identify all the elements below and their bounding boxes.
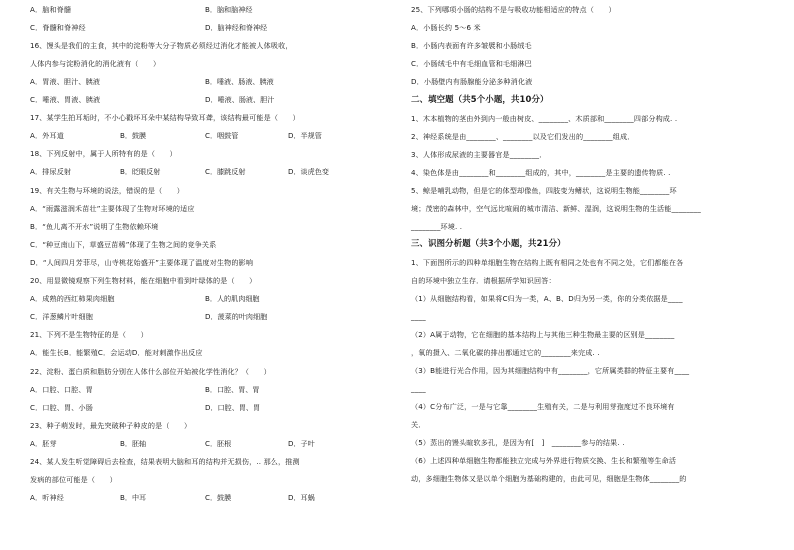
left-line: 20、用显微镜观察下列生物材料，能在细胞中看到叶绿体的是（ ） xyxy=(30,276,257,285)
figure-line: （3）B能进行光合作用，因为其细胞结构中有________，它所属类群的特征主要有____ xyxy=(411,365,690,375)
option-item: B．中耳 xyxy=(120,493,147,503)
option-item: C．膝跳反射 xyxy=(205,167,246,177)
q25-line: D．小肠壁内有肠腺能分泌多种消化液 xyxy=(411,76,533,86)
figure-line: （5）蒸出的馒头暄软多孔，是因为有[ ] ________参与的结果. . xyxy=(411,437,625,447)
fill-line: 3、人体形成尿液的主要器官是________． xyxy=(411,149,547,159)
figure-line: 关． xyxy=(411,419,426,429)
q25-line: 25、下列哪项小肠的结构不是与吸收功能相适应的特点（ ） xyxy=(411,4,616,14)
option-item: D．半规管 xyxy=(288,131,322,141)
left-line: A．听神经 xyxy=(30,493,64,503)
left-line: 17、某学生拍耳垢时，不小心戳坏耳朵中某结构导致耳聋，该结构最可能是（ ） xyxy=(30,113,300,123)
option-b-d: D．菠菜的叶肉细胞 xyxy=(205,312,268,322)
figure-line: 自的环境中独立生存．请根据所学知识回答： xyxy=(411,275,556,285)
fill-line: 2、神经系统是由________、________以及它们发出的________组成． xyxy=(411,131,635,141)
left-line: B．“鱼儿离不开水”说明了生物依赖环境 xyxy=(30,221,159,231)
option-b-d: B．脑和脑神经 xyxy=(205,4,253,14)
figure-line: （1）从细胞结构看，如果将C归为一类，A、B、D归为另一类，你的分类依据是____ xyxy=(411,293,683,303)
option-b-d: B．口腔、胃、胃 xyxy=(205,384,260,394)
option-item: D．耳蜗 xyxy=(288,493,315,503)
left-line: C．“种豆南山下，草盛豆苗稀”体现了生物之间的竞争关系 xyxy=(30,239,217,249)
q25-line: B．小肠内表面有许多皱襞和小肠绒毛 xyxy=(411,40,532,50)
fill-line: 1、木本植物的茎由外到内一般由树皮、________、木质部和________四部分构成. . xyxy=(411,113,678,123)
fill-line: 境；茂密的森林中，空气远比喧闹的城市清洁、新鲜、湿润，这说明生物的生活能________ xyxy=(411,203,701,213)
left-line: A．口腔、口腔、胃 xyxy=(30,384,93,394)
option-b-d: D．脑神经和脊神经 xyxy=(205,22,268,32)
left-line: 16、馒头是我们的主食，其中的淀粉等大分子物质必须经过消化才能被人体吸收， xyxy=(30,40,293,50)
option-item: B．眨眼反射 xyxy=(120,167,161,177)
figure-line: 1、下面图所示的四种单细胞生物在结构上既有相同之处也有不同之处，它们都能在各 xyxy=(411,257,684,267)
figure-line: ____ xyxy=(411,383,426,393)
option-b-d: B．唾液、肠液、胰液 xyxy=(205,76,274,86)
figure-line: （4）C分布广泛，一是与它靠________生殖有关，二是与利用芽孢度过不良环境有 xyxy=(411,401,675,411)
left-line: C．口腔、胃、小肠 xyxy=(30,402,93,412)
option-b-d: D．唾液、肠液、胆汁 xyxy=(205,95,275,104)
q25-line: A．小肠长约 5～6 米 xyxy=(411,22,481,32)
left-line: 18、下列反射中，属于人所特有的是（ ） xyxy=(30,149,177,159)
left-line: A．“雨露滋润禾苗壮”主要体现了生物对环境的适应 xyxy=(30,203,195,213)
left-line: 人体内参与淀粉消化的消化液有（ ） xyxy=(30,58,161,68)
left-line: C．唾液、胃液、胰液 xyxy=(30,95,101,104)
figure-line: ，氧的摄入、二氧化碳的排出都通过它的________来完成. . xyxy=(411,347,600,357)
left-line: A．外耳道 xyxy=(30,131,64,141)
figure-line: （6）上述四种单细胞生物都能独立完成与外界进行物质交换、生长和繁殖等生命活 xyxy=(411,455,677,465)
figure-line: ____ xyxy=(411,311,426,321)
left-line: A．能生长B．能繁殖C．会运动D．能对刺激作出反应 xyxy=(30,348,203,358)
option-item: C．咽鼓管 xyxy=(205,131,239,141)
left-line: C．脊髓和脊神经 xyxy=(30,22,86,32)
section-title-figure: 三、识图分析题（共3个小题，共21分） xyxy=(411,237,566,248)
option-item: B．鼓膜 xyxy=(120,131,147,141)
q25-line: C．小肠绒毛中有毛细血管和毛细淋巴 xyxy=(411,58,532,68)
option-b-d: D．口腔、胃、胃 xyxy=(205,402,261,412)
section-title-fill: 二、填空题（共5个小题，共10分） xyxy=(411,94,549,104)
option-item: B．胚轴 xyxy=(120,438,147,448)
option-item: C．胚根 xyxy=(205,438,232,448)
left-line: A．成熟的西红柿果肉细胞 xyxy=(30,294,115,304)
left-line: D．“人间四月芳菲尽，山寺桃花始盛开”主要体现了温度对生物的影响 xyxy=(30,257,254,267)
option-item: D．谈虎色变 xyxy=(288,167,329,177)
left-line: A．排尿反射 xyxy=(30,167,72,177)
left-line: A．胃液、胆汁、胰液 xyxy=(30,76,101,86)
figure-line: （2）A属于动物，它在细胞的基本结构上与其他三种生物最主要的区别是________ xyxy=(411,329,675,339)
fill-line: 5、鲸是哺乳动物，但是它的体型却像鱼，四肢变为鳍状，这说明生物能________环 xyxy=(411,185,677,195)
figure-line: 动，多细胞生物体又是以单个细胞为基础构建的，由此可见，细胞是生物体________的 xyxy=(411,473,687,483)
left-line: 发病的部位可能是（ ） xyxy=(30,475,117,485)
left-line: 22、淀粉、蛋白质和脂肪分别在人体什么部位开始被化学性消化？（ ） xyxy=(30,366,271,376)
left-line: C．洋葱鳞片叶细胞 xyxy=(30,312,93,322)
fill-line: ________环境. . xyxy=(411,221,463,231)
fill-line: 4、染色体是由________和________组成的，其中，________是主要的遗传物质. . xyxy=(411,167,671,177)
left-line: 21、下列不是生物特征的是（ ） xyxy=(30,330,148,340)
left-line: A．脑和脊髓 xyxy=(30,4,72,14)
left-line: 19、有关生物与环境的说法，错误的是（ ） xyxy=(30,185,185,195)
option-item: C．鼓膜 xyxy=(205,493,232,503)
option-b-d: B．人的肌肉细胞 xyxy=(205,294,260,304)
left-line: A．胚芽 xyxy=(30,438,57,448)
left-line: 24、某人发生听觉障碍后去检查，结果表明大脑和耳的结构并无损伤，.. 那么，推测 xyxy=(30,457,300,466)
option-item: D．子叶 xyxy=(288,438,315,448)
left-line: 23、种子萌发时，最先突破种子种皮的是（ ） xyxy=(30,420,192,430)
